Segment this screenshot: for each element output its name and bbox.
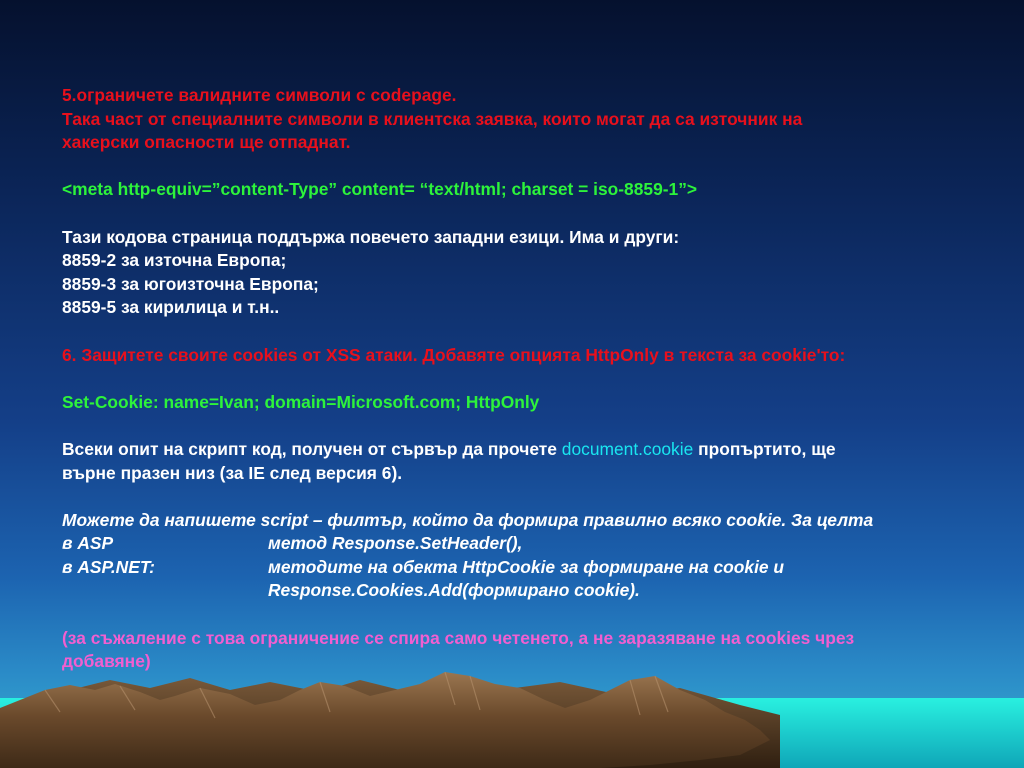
aspnet-text: методите на обекта HttpCookie за формиране на cookie и <box>268 556 785 577</box>
slide-text <box>62 84 1002 674</box>
script-note-part2: пропъртито, ще <box>693 438 836 459</box>
item5-text-line1: Така част от специалните символи в клиентска заявка, които могат да са източник на <box>62 108 803 129</box>
note-line2: добавяне) <box>62 651 151 672</box>
asp-text: метод Response.SetHeader(), <box>268 533 523 554</box>
filter-line1: Можете да напишете script – филтър, който да формира правилно всяко cookie. За целта <box>62 509 874 530</box>
aspnet-text2: Response.Cookies.Add(формирано cookie). <box>268 580 640 601</box>
codepage-8859-5: 8859-5 за кирилица и т.н.. <box>62 297 280 318</box>
set-cookie-code: Set-Cookie: name=Ivan; domain=Microsoft.com; HttpOnly <box>62 391 540 412</box>
script-note-part1: Всеки опит на скрипт код, получен от сървър да прочете <box>62 438 562 459</box>
item6-heading: 6. Защитете своите cookies от XSS атаки. Добавяте опцията HttpOnly в текста за cookie'то: <box>62 344 846 365</box>
item5-heading: 5.ограничете валидните символи с codepage. <box>62 85 457 105</box>
filter-aspnet-row2 <box>62 579 1002 603</box>
script-note-line2: върне празен низ (за IE след версия 6). <box>62 462 403 483</box>
filter-asp-row <box>62 532 1002 556</box>
asp-label: в ASP <box>62 533 114 554</box>
note-line1: (за съжаление с това ограничение се спира само четенето, а не заразяване на cookies чрез <box>62 627 855 648</box>
script-note-line1 <box>62 438 1002 462</box>
codepage-8859-3: 8859-3 за югоизточна Европа; <box>62 273 319 294</box>
filter-aspnet-row <box>62 556 1002 580</box>
aspnet-label: в ASP.NET: <box>62 556 155 577</box>
document-cookie-highlight: document.cookie <box>561 438 694 459</box>
codepage-8859-2: 8859-2 за източна Европа; <box>62 250 287 271</box>
meta-tag-code: <meta http-equiv=”content-Type” content= “text/html; charset = iso-8859-1”> <box>62 179 698 200</box>
item5-text-line2: хакерски опасности ще отпаднат. <box>62 132 351 153</box>
codepage-intro: Тази кодова страница поддържа повечето западни езици. Има и други: <box>62 226 680 247</box>
